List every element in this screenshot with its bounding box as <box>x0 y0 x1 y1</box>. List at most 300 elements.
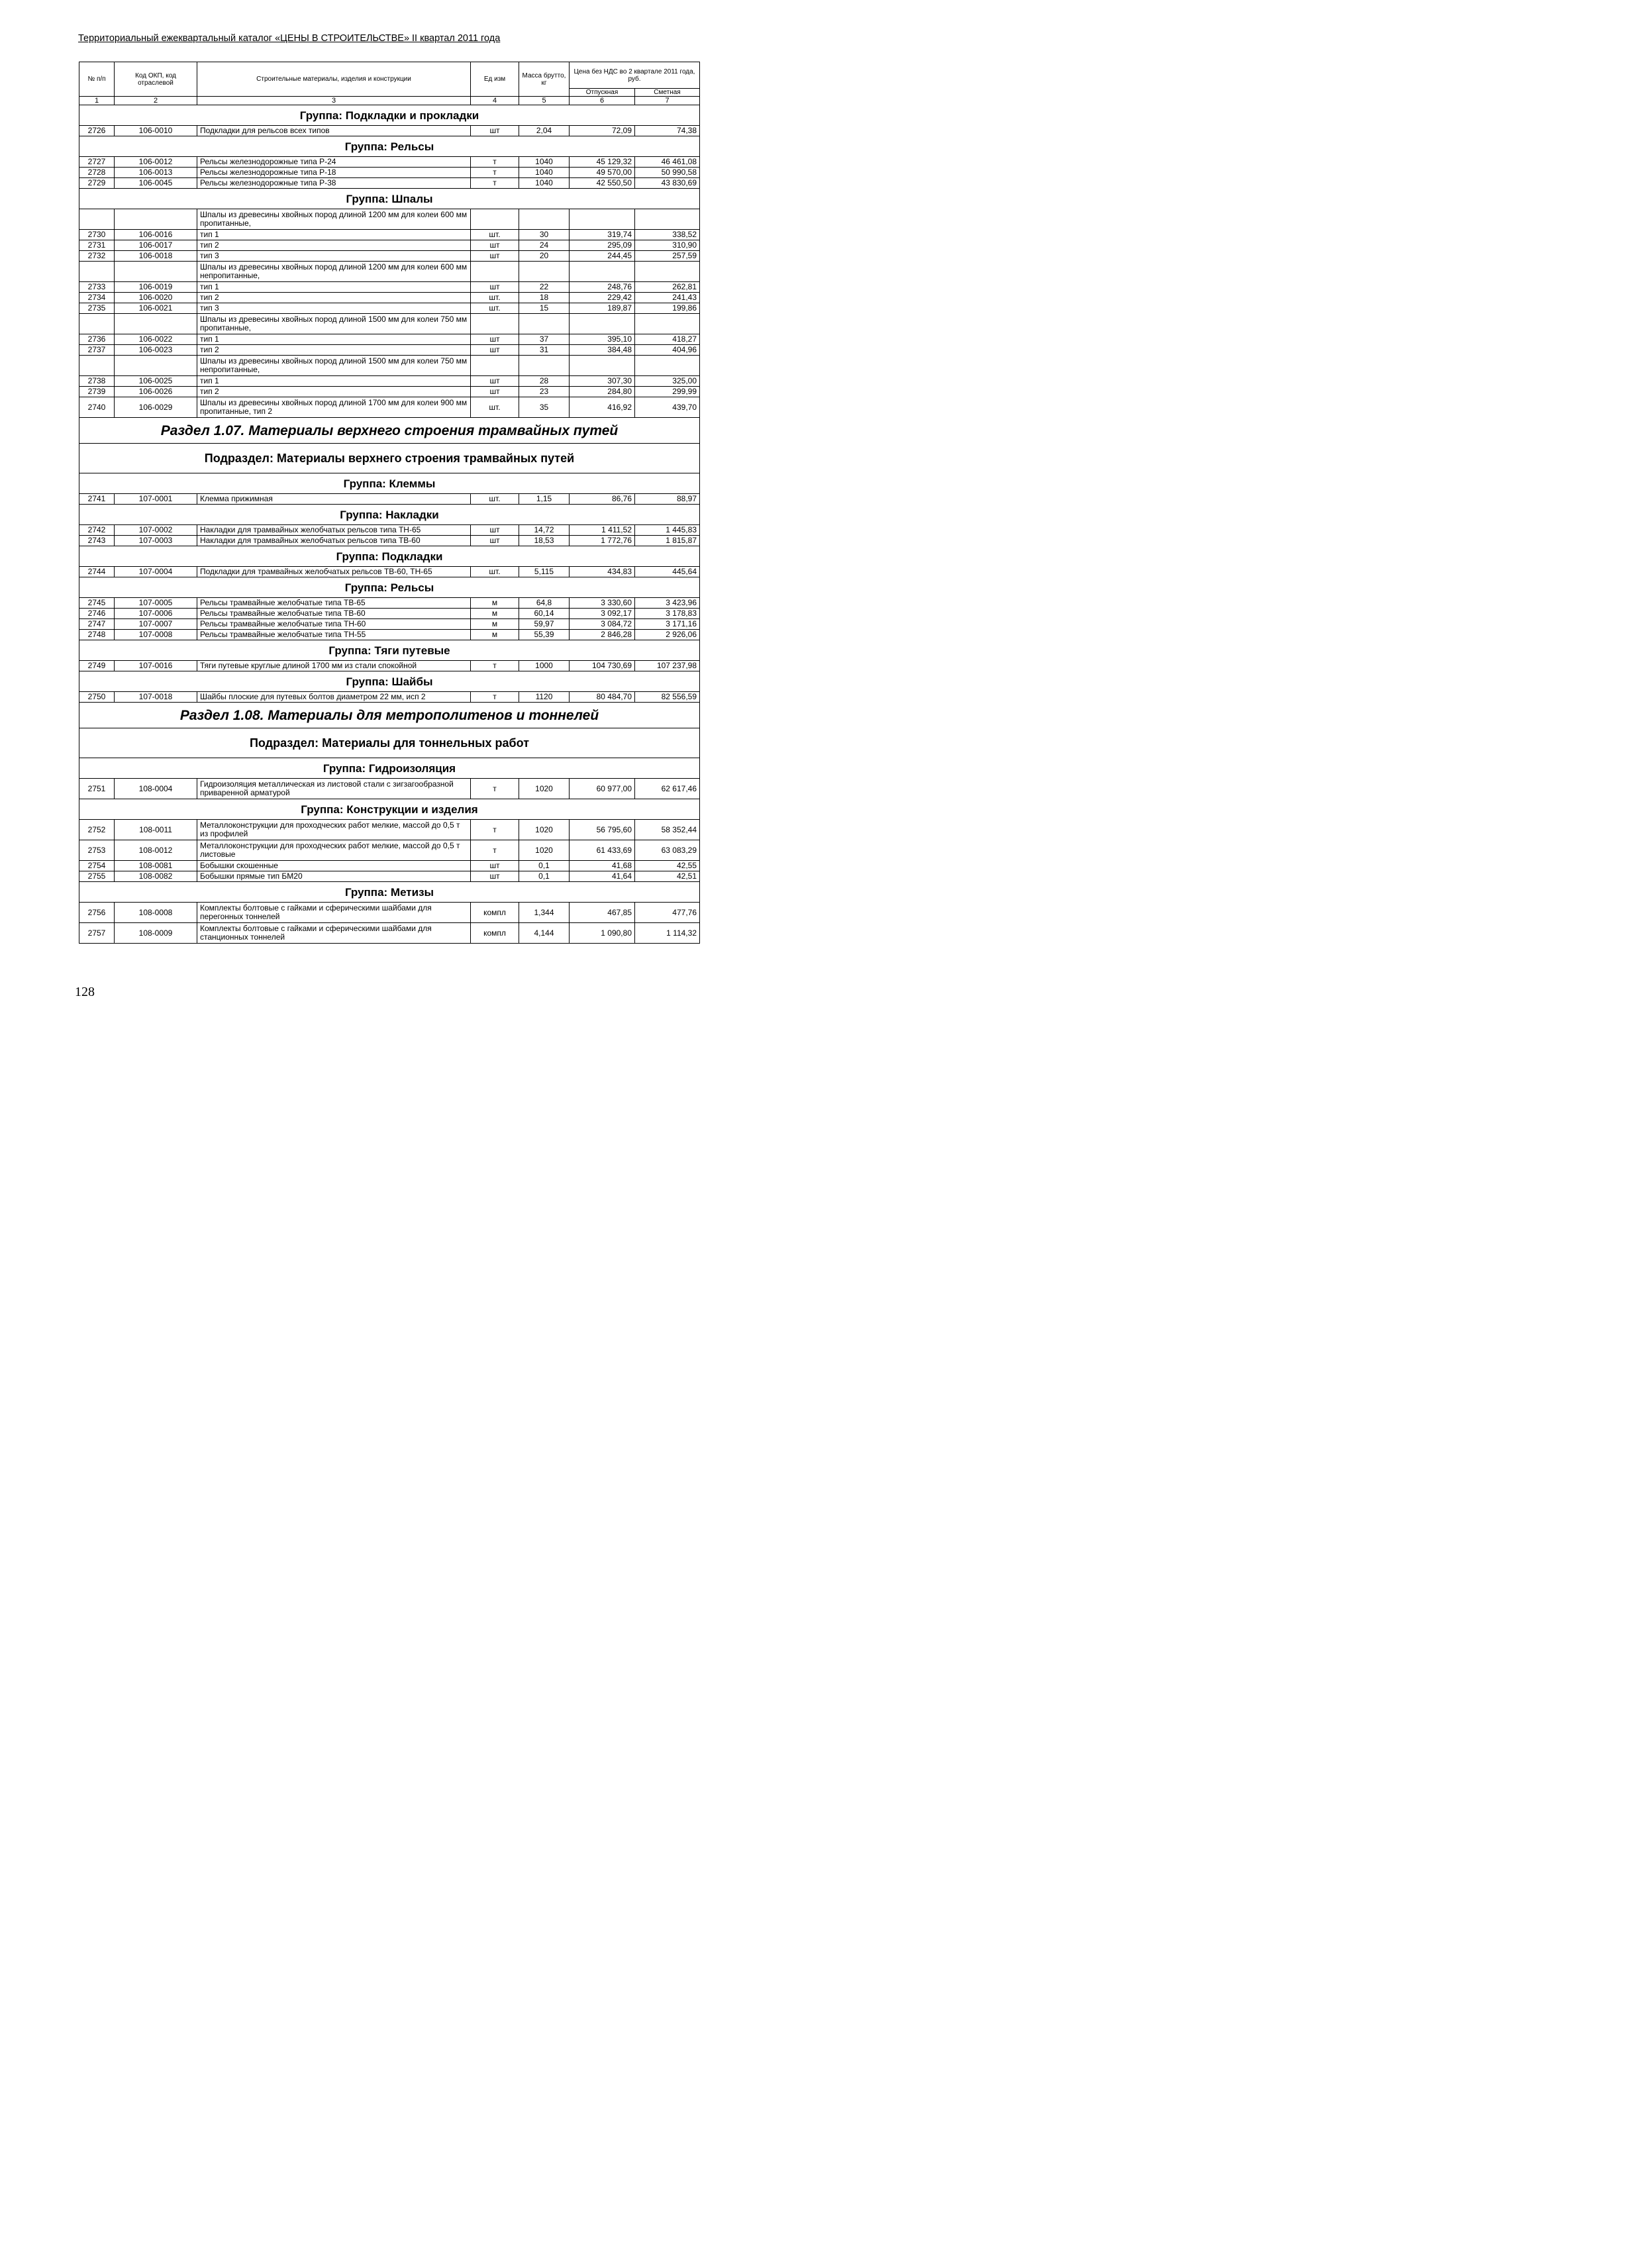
description-row <box>79 262 700 282</box>
gross-mass: 60,14 <box>519 609 570 619</box>
estimate-price: 3 423,96 <box>635 598 700 609</box>
material-name: Металлоконструкции для проходческих работ мелкие, массой до 0,5 т из профилей <box>197 820 471 840</box>
unit: м <box>471 598 519 609</box>
section-header-row <box>79 418 700 444</box>
row-number: 2737 <box>79 345 115 356</box>
unit: шт <box>471 871 519 882</box>
unit: шт. <box>471 293 519 303</box>
unit: шт <box>471 376 519 387</box>
group-header-row <box>79 640 700 661</box>
group-title: Группа: Рельсы <box>79 136 700 157</box>
table-row <box>79 168 700 178</box>
okp-code: 108-0008 <box>115 903 197 923</box>
estimate-price: 50 990,58 <box>635 168 700 178</box>
material-name: Рельсы трамвайные желобчатые типа ТВ-60 <box>197 609 471 619</box>
row-number: 2753 <box>79 840 115 861</box>
table-row <box>79 820 700 840</box>
row-number: 2749 <box>79 661 115 671</box>
material-description: Шпалы из древесины хвойных пород длиной 1500 мм для колеи 750 мм пропитанные, <box>197 314 471 334</box>
okp-code: 108-0009 <box>115 923 197 944</box>
gross-mass: 18,53 <box>519 536 570 546</box>
row-number: 2744 <box>79 567 115 577</box>
okp-code: 106-0026 <box>115 387 197 397</box>
okp-code: 106-0023 <box>115 345 197 356</box>
gross-mass: 55,39 <box>519 630 570 640</box>
material-name: Подкладки для трамвайных желобчатых рельсов ТВ-60, ТН-65 <box>197 567 471 577</box>
release-price: 80 484,70 <box>570 692 635 703</box>
release-price: 60 977,00 <box>570 779 635 799</box>
estimate-price: 46 461,08 <box>635 157 700 168</box>
empty-cell <box>519 356 570 376</box>
row-number: 2745 <box>79 598 115 609</box>
row-number: 2757 <box>79 923 115 944</box>
material-name: тип 2 <box>197 345 471 356</box>
unit: т <box>471 840 519 861</box>
table-row <box>79 567 700 577</box>
empty-cell <box>115 209 197 230</box>
row-number: 2754 <box>79 861 115 871</box>
table-header <box>79 62 700 105</box>
release-price: 3 330,60 <box>570 598 635 609</box>
estimate-price: 82 556,59 <box>635 692 700 703</box>
gross-mass: 1120 <box>519 692 570 703</box>
unit: шт <box>471 282 519 293</box>
estimate-price: 299,99 <box>635 387 700 397</box>
column-header-unit: Ед изм <box>471 62 519 97</box>
material-name: Гидроизоляция металлическая из листовой стали с зигзагообразной приваренной арматурой <box>197 779 471 799</box>
group-title: Группа: Тяги путевые <box>79 640 700 661</box>
estimate-price: 2 926,06 <box>635 630 700 640</box>
row-number: 2750 <box>79 692 115 703</box>
column-header-price: Цена без НДС во 2 квартале 2011 года, руб. <box>570 62 700 89</box>
group-title: Группа: Клеммы <box>79 473 700 494</box>
column-header-release-price: Отпускная <box>570 89 635 97</box>
column-number: 1 <box>79 97 115 105</box>
material-name: тип 3 <box>197 251 471 262</box>
empty-cell <box>471 209 519 230</box>
table-row <box>79 251 700 262</box>
unit: шт <box>471 861 519 871</box>
estimate-price: 445,64 <box>635 567 700 577</box>
group-header-row <box>79 671 700 692</box>
gross-mass: 1020 <box>519 820 570 840</box>
row-number: 2756 <box>79 903 115 923</box>
material-name: Рельсы железнодорожные типа Р-18 <box>197 168 471 178</box>
material-name: тип 1 <box>197 376 471 387</box>
material-name: Накладки для трамвайных желобчатых рельсов типа ТВ-60 <box>197 536 471 546</box>
material-name: Бобышки прямые тип БМ20 <box>197 871 471 882</box>
material-name: тип 3 <box>197 303 471 314</box>
empty-cell <box>635 356 700 376</box>
estimate-price: 3 171,16 <box>635 619 700 630</box>
release-price: 284,80 <box>570 387 635 397</box>
row-number: 2748 <box>79 630 115 640</box>
release-price: 244,45 <box>570 251 635 262</box>
group-title: Группа: Рельсы <box>79 577 700 598</box>
okp-code: 107-0004 <box>115 567 197 577</box>
group-header-row <box>79 473 700 494</box>
row-number: 2729 <box>79 178 115 189</box>
catalog-header-title: Территориальный ежеквартальный каталог «ЦЕНЫ В СТРОИТЕЛЬСТВЕ» II квартал 2011 года <box>78 33 501 44</box>
unit: шт <box>471 345 519 356</box>
unit: шт <box>471 126 519 136</box>
table-row <box>79 536 700 546</box>
table-row <box>79 230 700 240</box>
material-description: Шпалы из древесины хвойных пород длиной 1500 мм для колеи 750 мм непропитанные, <box>197 356 471 376</box>
gross-mass: 20 <box>519 251 570 262</box>
column-header-estimate-price: Сметная <box>635 89 700 97</box>
unit: шт. <box>471 567 519 577</box>
estimate-price: 199,86 <box>635 303 700 314</box>
gross-mass: 2,04 <box>519 126 570 136</box>
material-name: Бобышки скошенные <box>197 861 471 871</box>
estimate-price: 338,52 <box>635 230 700 240</box>
unit: шт. <box>471 397 519 418</box>
release-price: 416,92 <box>570 397 635 418</box>
release-price: 248,76 <box>570 282 635 293</box>
table-row <box>79 494 700 505</box>
group-header-row <box>79 758 700 779</box>
section-title: Раздел 1.07. Материалы верхнего строения трамвайных путей <box>79 418 700 444</box>
gross-mass: 1020 <box>519 779 570 799</box>
group-header-row <box>79 136 700 157</box>
table-row <box>79 397 700 418</box>
table-row <box>79 345 700 356</box>
column-number: 7 <box>635 97 700 105</box>
empty-cell <box>115 262 197 282</box>
release-price: 2 846,28 <box>570 630 635 640</box>
group-title: Группа: Подкладки и прокладки <box>79 105 700 126</box>
column-number-row <box>79 97 700 105</box>
empty-cell <box>115 356 197 376</box>
estimate-price: 262,81 <box>635 282 700 293</box>
subsection-header-row <box>79 728 700 758</box>
column-number: 6 <box>570 97 635 105</box>
empty-cell <box>635 262 700 282</box>
release-price: 45 129,32 <box>570 157 635 168</box>
table-row <box>79 240 700 251</box>
release-price: 72,09 <box>570 126 635 136</box>
unit: шт <box>471 387 519 397</box>
estimate-price: 418,27 <box>635 334 700 345</box>
estimate-price: 42,55 <box>635 861 700 871</box>
table-row <box>79 598 700 609</box>
gross-mass: 0,1 <box>519 861 570 871</box>
unit: шт. <box>471 303 519 314</box>
gross-mass: 1,15 <box>519 494 570 505</box>
unit: т <box>471 168 519 178</box>
row-number: 2743 <box>79 536 115 546</box>
group-header-row <box>79 546 700 567</box>
okp-code: 106-0013 <box>115 168 197 178</box>
estimate-price: 1 114,32 <box>635 923 700 944</box>
release-price: 49 570,00 <box>570 168 635 178</box>
gross-mass: 1020 <box>519 840 570 861</box>
okp-code: 107-0005 <box>115 598 197 609</box>
column-number: 3 <box>197 97 471 105</box>
release-price: 295,09 <box>570 240 635 251</box>
empty-cell <box>471 356 519 376</box>
gross-mass: 5,115 <box>519 567 570 577</box>
estimate-price: 88,97 <box>635 494 700 505</box>
release-price: 42 550,50 <box>570 178 635 189</box>
empty-cell <box>519 209 570 230</box>
release-price: 395,10 <box>570 334 635 345</box>
row-number: 2746 <box>79 609 115 619</box>
table-row <box>79 303 700 314</box>
row-number: 2732 <box>79 251 115 262</box>
estimate-price: 241,43 <box>635 293 700 303</box>
group-header-row <box>79 189 700 209</box>
material-name: Комплекты болтовые с гайками и сферическими шайбами для станционных тоннелей <box>197 923 471 944</box>
release-price: 1 772,76 <box>570 536 635 546</box>
estimate-price: 257,59 <box>635 251 700 262</box>
gross-mass: 1,344 <box>519 903 570 923</box>
material-name: тип 2 <box>197 387 471 397</box>
material-name: Металлоконструкции для проходческих работ мелкие, массой до 0,5 т листовые <box>197 840 471 861</box>
material-name: Рельсы железнодорожные типа Р-24 <box>197 157 471 168</box>
row-number: 2728 <box>79 168 115 178</box>
gross-mass: 59,97 <box>519 619 570 630</box>
gross-mass: 1040 <box>519 157 570 168</box>
okp-code: 106-0018 <box>115 251 197 262</box>
okp-code: 106-0010 <box>115 126 197 136</box>
table-row <box>79 903 700 923</box>
empty-cell <box>79 356 115 376</box>
row-number: 2726 <box>79 126 115 136</box>
table-row <box>79 871 700 882</box>
empty-cell <box>570 262 635 282</box>
row-number: 2736 <box>79 334 115 345</box>
table-row <box>79 861 700 871</box>
unit: шт. <box>471 494 519 505</box>
page-number: 128 <box>75 985 95 999</box>
material-name: Рельсы трамвайные желобчатые типа ТН-55 <box>197 630 471 640</box>
row-number: 2751 <box>79 779 115 799</box>
material-name: Рельсы железнодорожные типа Р-38 <box>197 178 471 189</box>
description-row <box>79 356 700 376</box>
section-header-row <box>79 703 700 728</box>
subsection-title: Подраздел: Материалы верхнего строения трамвайных путей <box>79 444 700 473</box>
material-name: Рельсы трамвайные желобчатые типа ТВ-65 <box>197 598 471 609</box>
release-price: 384,48 <box>570 345 635 356</box>
gross-mass: 31 <box>519 345 570 356</box>
estimate-price: 63 083,29 <box>635 840 700 861</box>
section-title: Раздел 1.08. Материалы для метрополитенов и тоннелей <box>79 703 700 728</box>
column-header-mass: Масса брутто, кг <box>519 62 570 97</box>
okp-code: 106-0020 <box>115 293 197 303</box>
table-row <box>79 126 700 136</box>
column-header-code: Код ОКП, код отраслевой <box>115 62 197 97</box>
estimate-price: 1 815,87 <box>635 536 700 546</box>
table-row <box>79 387 700 397</box>
gross-mass: 64,8 <box>519 598 570 609</box>
gross-mass: 4,144 <box>519 923 570 944</box>
unit: т <box>471 178 519 189</box>
row-number: 2740 <box>79 397 115 418</box>
column-number: 4 <box>471 97 519 105</box>
table-row <box>79 334 700 345</box>
subsection-title: Подраздел: Материалы для тоннельных работ <box>79 728 700 758</box>
release-price: 307,30 <box>570 376 635 387</box>
unit: шт <box>471 334 519 345</box>
group-title: Группа: Конструкции и изделия <box>79 799 700 820</box>
empty-cell <box>79 262 115 282</box>
group-header-row <box>79 505 700 525</box>
group-title: Группа: Метизы <box>79 882 700 903</box>
estimate-price: 3 178,83 <box>635 609 700 619</box>
column-number: 5 <box>519 97 570 105</box>
empty-cell <box>115 314 197 334</box>
group-header-row <box>79 882 700 903</box>
group-header-row <box>79 799 700 820</box>
material-name: тип 1 <box>197 230 471 240</box>
estimate-price: 107 237,98 <box>635 661 700 671</box>
table-row <box>79 293 700 303</box>
column-header-number: № п/п <box>79 62 115 97</box>
okp-code: 106-0016 <box>115 230 197 240</box>
group-title: Группа: Гидроизоляция <box>79 758 700 779</box>
material-description: Шпалы из древесины хвойных пород длиной 1200 мм для колеи 600 мм непропитанные, <box>197 262 471 282</box>
unit: шт <box>471 525 519 536</box>
gross-mass: 1000 <box>519 661 570 671</box>
empty-cell <box>570 314 635 334</box>
unit: компл <box>471 903 519 923</box>
release-price: 56 795,60 <box>570 820 635 840</box>
table-row <box>79 609 700 619</box>
gross-mass: 0,1 <box>519 871 570 882</box>
group-title: Группа: Подкладки <box>79 546 700 567</box>
empty-cell <box>519 262 570 282</box>
table-body <box>79 105 700 944</box>
gross-mass: 15 <box>519 303 570 314</box>
table-row <box>79 157 700 168</box>
estimate-price: 325,00 <box>635 376 700 387</box>
estimate-price: 310,90 <box>635 240 700 251</box>
gross-mass: 1040 <box>519 168 570 178</box>
estimate-price: 62 617,46 <box>635 779 700 799</box>
description-row <box>79 314 700 334</box>
unit: шт <box>471 536 519 546</box>
empty-cell <box>635 209 700 230</box>
gross-mass: 24 <box>519 240 570 251</box>
okp-code: 108-0081 <box>115 861 197 871</box>
release-price: 41,68 <box>570 861 635 871</box>
table-row <box>79 923 700 944</box>
table-row <box>79 178 700 189</box>
unit: шт <box>471 240 519 251</box>
description-row <box>79 209 700 230</box>
release-price: 104 730,69 <box>570 661 635 671</box>
gross-mass: 30 <box>519 230 570 240</box>
group-title: Группа: Накладки <box>79 505 700 525</box>
table-row <box>79 840 700 861</box>
release-price: 229,42 <box>570 293 635 303</box>
row-number: 2731 <box>79 240 115 251</box>
okp-code: 108-0011 <box>115 820 197 840</box>
estimate-price: 42,51 <box>635 871 700 882</box>
group-header-row <box>79 105 700 126</box>
group-title: Группа: Шпалы <box>79 189 700 209</box>
gross-mass: 14,72 <box>519 525 570 536</box>
gross-mass: 35 <box>519 397 570 418</box>
material-name: Клемма прижимная <box>197 494 471 505</box>
okp-code: 106-0012 <box>115 157 197 168</box>
gross-mass: 18 <box>519 293 570 303</box>
material-name: тип 2 <box>197 240 471 251</box>
empty-cell <box>471 314 519 334</box>
release-price: 434,83 <box>570 567 635 577</box>
table-row <box>79 779 700 799</box>
estimate-price: 477,76 <box>635 903 700 923</box>
material-description: Шпалы из древесины хвойных пород длиной 1200 мм для колеи 600 мм пропитанные, <box>197 209 471 230</box>
empty-cell <box>570 356 635 376</box>
okp-code: 107-0016 <box>115 661 197 671</box>
gross-mass: 22 <box>519 282 570 293</box>
estimate-price: 74,38 <box>635 126 700 136</box>
row-number: 2727 <box>79 157 115 168</box>
okp-code: 107-0008 <box>115 630 197 640</box>
estimate-price: 404,96 <box>635 345 700 356</box>
empty-cell <box>79 209 115 230</box>
release-price: 1 411,52 <box>570 525 635 536</box>
material-name: тип 1 <box>197 334 471 345</box>
okp-code: 107-0003 <box>115 536 197 546</box>
estimate-price: 58 352,44 <box>635 820 700 840</box>
row-number: 2733 <box>79 282 115 293</box>
gross-mass: 23 <box>519 387 570 397</box>
price-table <box>79 62 700 944</box>
row-number: 2755 <box>79 871 115 882</box>
row-number: 2734 <box>79 293 115 303</box>
group-title: Группа: Шайбы <box>79 671 700 692</box>
release-price: 86,76 <box>570 494 635 505</box>
unit: т <box>471 692 519 703</box>
release-price: 1 090,80 <box>570 923 635 944</box>
estimate-price: 1 445,83 <box>635 525 700 536</box>
okp-code: 107-0018 <box>115 692 197 703</box>
material-name: Шайбы плоские для путевых болтов диаметром 22 мм, исп 2 <box>197 692 471 703</box>
unit: шт <box>471 251 519 262</box>
empty-cell <box>519 314 570 334</box>
release-price: 3 092,17 <box>570 609 635 619</box>
table-row <box>79 525 700 536</box>
release-price: 189,87 <box>570 303 635 314</box>
estimate-price: 43 830,69 <box>635 178 700 189</box>
row-number: 2752 <box>79 820 115 840</box>
row-number: 2747 <box>79 619 115 630</box>
row-number: 2730 <box>79 230 115 240</box>
table-row <box>79 282 700 293</box>
estimate-price: 439,70 <box>635 397 700 418</box>
empty-cell <box>471 262 519 282</box>
group-header-row <box>79 577 700 598</box>
okp-code: 108-0012 <box>115 840 197 861</box>
unit: м <box>471 609 519 619</box>
gross-mass: 37 <box>519 334 570 345</box>
okp-code: 107-0006 <box>115 609 197 619</box>
material-name: Подкладки для рельсов всех типов <box>197 126 471 136</box>
okp-code: 108-0004 <box>115 779 197 799</box>
material-name: Шпалы из древесины хвойных пород длиной 1700 мм для колеи 900 мм пропитанные, тип 2 <box>197 397 471 418</box>
empty-cell <box>635 314 700 334</box>
release-price: 319,74 <box>570 230 635 240</box>
row-number: 2738 <box>79 376 115 387</box>
okp-code: 106-0025 <box>115 376 197 387</box>
column-header-name: Строительные материалы, изделия и конструкции <box>197 62 471 97</box>
release-price: 41,64 <box>570 871 635 882</box>
unit: т <box>471 779 519 799</box>
